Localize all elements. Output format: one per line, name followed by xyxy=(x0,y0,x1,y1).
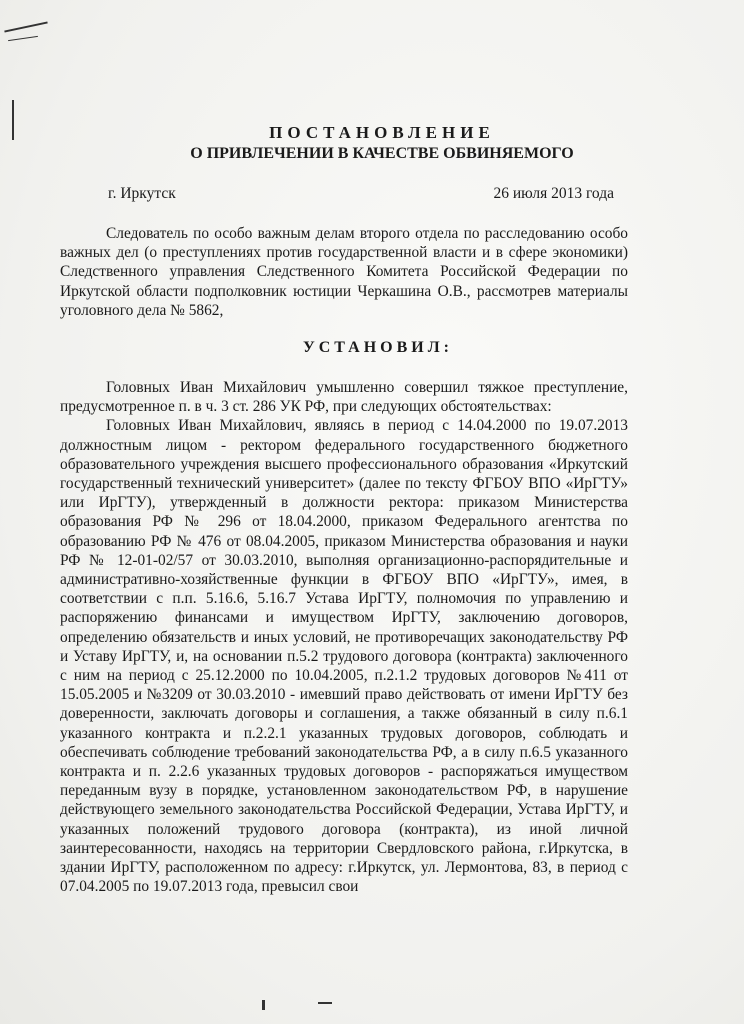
document-date: 26 июля 2013 года xyxy=(493,185,614,202)
intro-block xyxy=(60,224,628,320)
scan-artifact xyxy=(318,1002,332,1004)
body-paragraph-2: Головных Иван Михайлович, являясь в период с 14.04.2000 по 19.07.2013 должностным лицом - ректором федерального государственного бюджетного образовательного учреждения высшего профессионального образования «Иркутский государственный технический университет» (далее по тексту ФГБОУ ВПО «ИрГТУ» или ИрГТУ), утвержденный в должности ректора: приказом Министерства образования РФ № 296 от 18.04.2000, приказом Федерального агентства по образованию РФ № 476 от 08.04.2005, приказом Министерства образования и науки РФ № 12-01-02/57 от 30.03.2010, выполняя организационно-распорядительные и административно-хозяйственные функции в ФГБОУ ВПО «ИрГТУ», имея, в соответствии с п.п. 5.16.6, 5.16.7 Устава ИрГТУ, полномочия по управлению и распоряжению финансами и имуществом ИрГТУ, заключению договоров, определению обязательств и иных условий, не противоречащих законодательству РФ и Уставу ИрГТУ, и, на основании п.5.2 трудового договора (контракта) заключенного с ним на период с 25.12.2000 по 10.04.2005, п.2.1.2 трудовых договоров №411 от 15.05.2005 и №3209 от 30.03.2010 - имевший право действовать от имени ИрГТУ без доверенности, заключать договоры и соглашения, а также обязанный в силу п.6.1 указанного контракта и п.2.2.1 указанных трудовых договоров, соблюдать и обеспечивать соблюдение требований законодательства РФ, а в силу п.6.5 указанного контракта и п. 2.2.6 указанных трудовых договоров - распоряжаться имуществом переданным вузу в порядке, установленном законодательством РФ, в нарушение действующего земельного законодательства Российской Федерации, Устава ИрГТУ, и указанных положений трудового договора (контракта), из иной личной заинтересованности, находясь на территории Свердловского района, г.Иркутска, в здании ИрГТУ, расположенном по адресу: г.Иркутск, ул. Лермонтова, 83, в период с 07.04.2005 по 19.07.2013 года, превысил свои xyxy=(60,417,628,896)
document-title: ПОСТАНОВЛЕНИЕ xyxy=(269,123,495,142)
intro-paragraph: Следователь по особо важным делам второго отдела по расследованию особо важных дел (о преступлениях против государственной власти и в сфере экономики) Следственного управления Следственного Комитета Российской Федерации по Иркутской области подполковник юстиции Черкашина О.В., рассмотрев материалы уголовного дела № 5862, xyxy=(60,225,628,319)
body-block xyxy=(60,378,628,896)
body-paragraph-1: Головных Иван Михайлович умышленно совершил тяжкое преступление, предусмотренное п. в ч. 3 ст. 286 УК РФ, при следующих обстоятельствах: xyxy=(60,379,628,416)
document-place: г. Иркутск xyxy=(108,185,176,202)
section-heading: УСТАНОВИЛ: xyxy=(303,339,453,356)
scan-artifact xyxy=(4,21,47,32)
document-subtitle: О ПРИВЛЕЧЕНИИ В КАЧЕСТВЕ ОБВИНЯЕМОГО xyxy=(190,145,574,162)
scan-artifact xyxy=(8,36,38,41)
scan-artifact xyxy=(262,1000,265,1010)
